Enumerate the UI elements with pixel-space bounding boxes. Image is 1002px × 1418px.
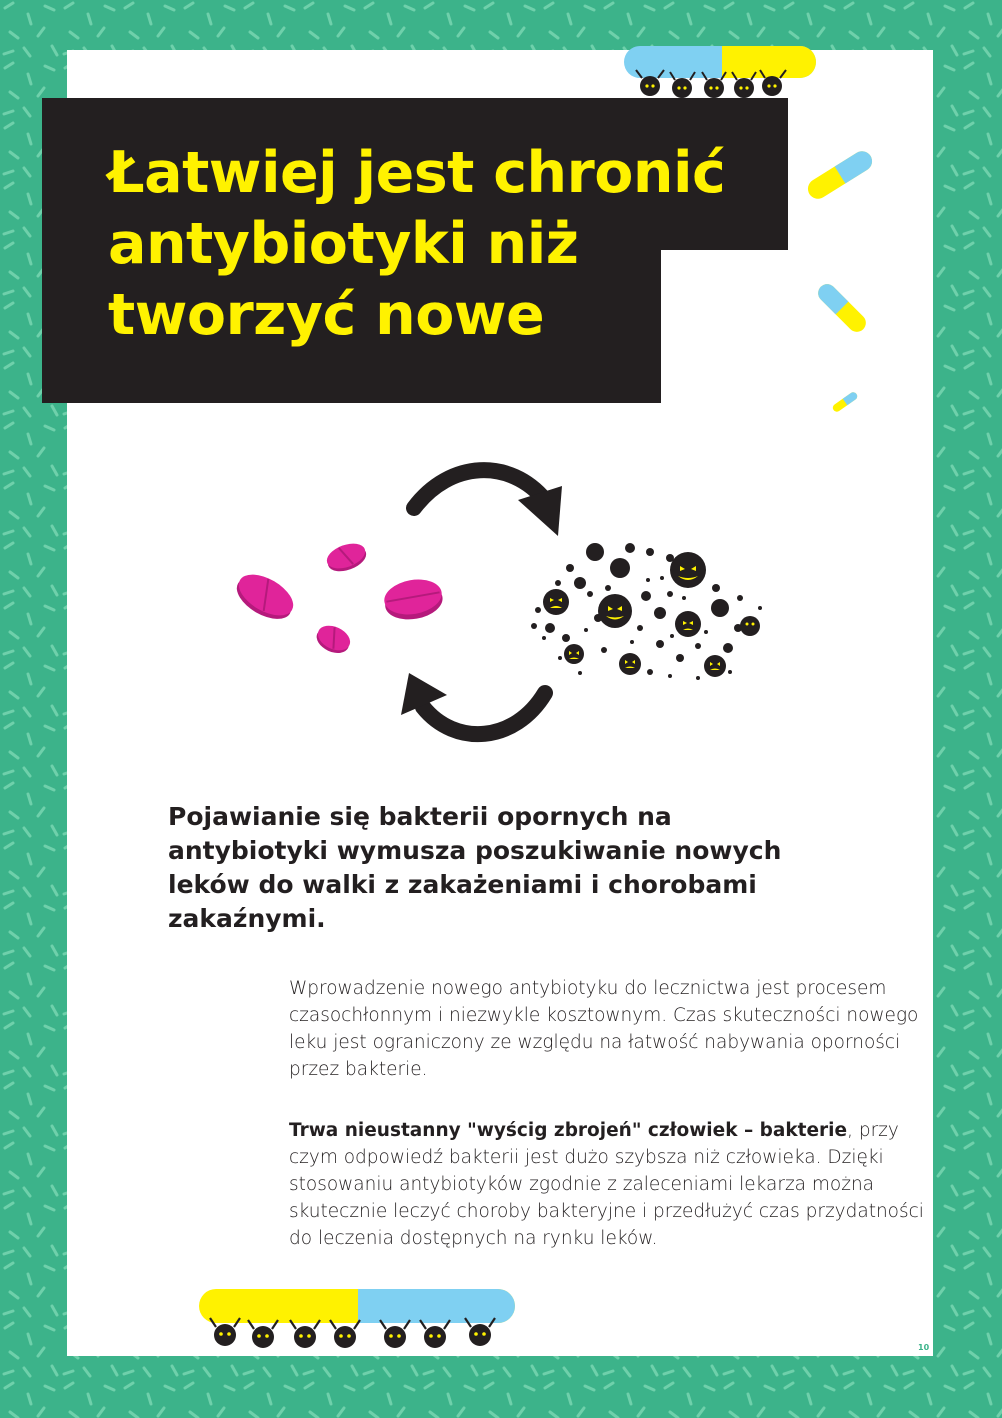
pill-icon	[230, 530, 450, 660]
bacteria-cluster-icon	[520, 538, 770, 683]
page-number: 10	[918, 1343, 930, 1352]
capsule-icon	[800, 140, 890, 420]
page-title: Łatwiej jest chronić antybiotyki niż tworzyć nowe	[108, 140, 726, 348]
lead-paragraph: Pojawianie się bakterii opornych na antybiotyki wymusza poszukiwanie nowych leków do walki z zakażeniami i chorobami zakaźnymi.	[168, 802, 782, 933]
emphasis-text: Trwa nieustanny "wyścig zbrojeń" człowiek – bakterie	[289, 1120, 848, 1141]
body-paragraph-1: Wprowadzenie nowego antybiotyku do lecznictwa jest procesem czasochłonnym i niezwykle kosztownym. Czas skuteczności nowego leku jest ograniczony ze względu na łatwość nabywania oporności przez bakterie.	[289, 978, 919, 1080]
capsule-icon	[620, 42, 820, 104]
capsule-icon	[195, 1285, 520, 1360]
title-banner	[42, 98, 788, 403]
cycle-arrow-icon	[400, 460, 585, 540]
body-paragraph-2	[289, 1117, 929, 1252]
paragraph-2-text: , przy czym odpowiedź bakterii jest dużo szybsza niż człowieka. Dzięki stosowaniu antybiotyków zgodnie z zaleceniami lekarza można skutecznie leczyć choroby bakteryjne i przedłużyć czas przydatności do leczenia dostępnych na rynku leków.	[289, 1120, 924, 1249]
